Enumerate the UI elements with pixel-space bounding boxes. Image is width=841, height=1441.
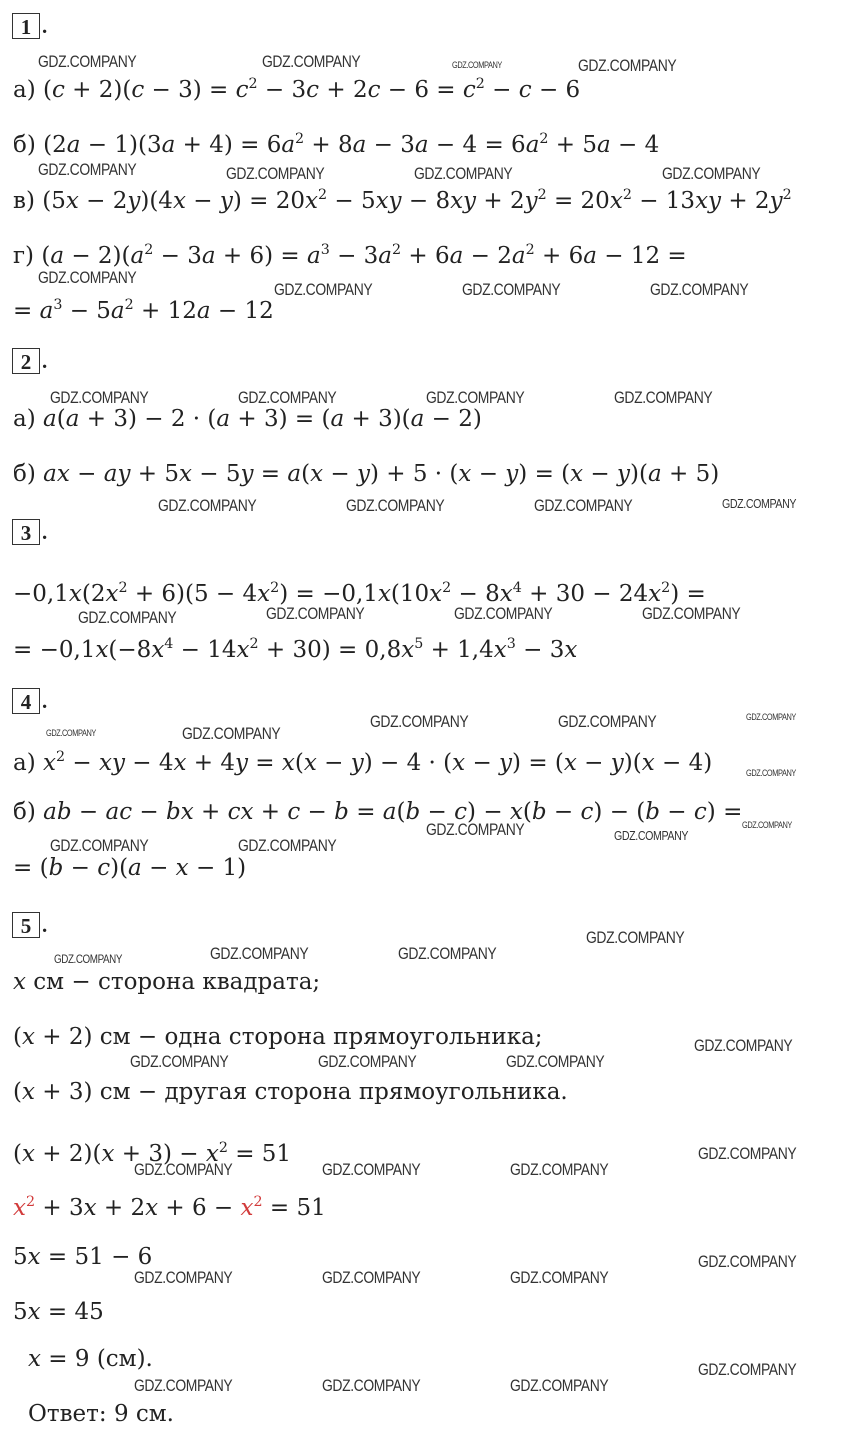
watermark: GDZ.COMPANY	[698, 1252, 797, 1271]
task5-line-3: (x + 3) см − другая сторона прямоугольника.	[13, 1079, 568, 1105]
watermark: GDZ.COMPANY	[650, 280, 749, 299]
task-number-5: 5	[12, 912, 40, 938]
watermark: GDZ.COMPANY	[398, 944, 497, 963]
watermark: GDZ.COMPANY	[558, 712, 657, 731]
watermark: GDZ.COMPANY	[50, 836, 149, 855]
task5-line-8: x = 9 (см).	[28, 1346, 153, 1372]
task2-line-b: б) ax − ay + 5x − 5y = a(x − y) + 5 · (x − y) = (x − y)(a + 5)	[13, 461, 720, 487]
task5-line-6: 5x = 51 − 6	[13, 1244, 153, 1270]
watermark: GDZ.COMPANY	[722, 496, 797, 511]
watermark: GDZ.COMPANY	[454, 604, 553, 623]
watermark: GDZ.COMPANY	[274, 280, 373, 299]
watermark: GDZ.COMPANY	[46, 728, 96, 738]
watermark: GDZ.COMPANY	[534, 496, 633, 515]
watermark: GDZ.COMPANY	[370, 712, 469, 731]
watermark: GDZ.COMPANY	[38, 160, 137, 179]
watermark: GDZ.COMPANY	[54, 952, 123, 966]
watermark: GDZ.COMPANY	[462, 280, 561, 299]
watermark: GDZ.COMPANY	[210, 944, 309, 963]
task4-line-b2: = (b − c)(a − x − 1)	[13, 855, 247, 881]
watermark: GDZ.COMPANY	[134, 1376, 233, 1395]
task-dot: .	[42, 520, 48, 544]
watermark: GDZ.COMPANY	[578, 56, 677, 75]
watermark: GDZ.COMPANY	[134, 1160, 233, 1179]
answer-label: Ответ:	[28, 1401, 107, 1427]
task-dot: .	[42, 14, 48, 38]
task5-line-7: 5x = 45	[13, 1299, 104, 1325]
task5-line-1: x см − сторона квадрата;	[13, 969, 321, 995]
task1-line-g2: = $a^3 - 5a^2 + 12a - 12$	[13, 297, 274, 324]
task2-line-a: а) a(a + 3) − 2 · (a + 3) = (a + 3)(a − 2)	[13, 406, 482, 432]
watermark: GDZ.COMPANY	[586, 928, 685, 947]
watermark: GDZ.COMPANY	[742, 820, 792, 830]
task4-line-b1: б) ab − ac − bx + cx + c − b = a(b − c) − x(b − c) − (b − c) =	[13, 799, 743, 825]
watermark: GDZ.COMPANY	[238, 836, 337, 855]
watermark: GDZ.COMPANY	[130, 1052, 229, 1071]
task3-line-1: $-0,1x(2x^2 + 6)(5 - 4x^2) = -0,1x(10x^2 - 8x^4 + 30 - 24x^2)$ =	[13, 580, 706, 607]
task1-line-g1: г) $(a - 2)(a^2 - 3a + 6) = a^3 - 3a^2 + 6a - 2a^2 + 6a - 12$ =	[13, 242, 687, 269]
watermark: GDZ.COMPANY	[38, 52, 137, 71]
watermark: GDZ.COMPANY	[318, 1052, 417, 1071]
watermark: GDZ.COMPANY	[746, 768, 796, 778]
task1-line-v: в) $(5x - 2y)(4x - y) = 20x^2 - 5xy - 8xy + 2y^2 = 20x^2 - 13xy + 2y^2$	[13, 187, 792, 214]
task-dot: .	[42, 689, 48, 713]
watermark: GDZ.COMPANY	[614, 828, 689, 843]
watermark: GDZ.COMPANY	[322, 1160, 421, 1179]
task5-line-2: (x + 2) см − одна сторона прямоугольника;	[13, 1024, 543, 1050]
watermark: GDZ.COMPANY	[266, 604, 365, 623]
watermark: GDZ.COMPANY	[698, 1144, 797, 1163]
watermark: GDZ.COMPANY	[158, 496, 257, 515]
watermark: GDZ.COMPANY	[614, 388, 713, 407]
watermark: GDZ.COMPANY	[510, 1160, 609, 1179]
task-dot: .	[42, 913, 48, 937]
watermark: GDZ.COMPANY	[694, 1036, 793, 1055]
watermark: GDZ.COMPANY	[238, 388, 337, 407]
watermark: GDZ.COMPANY	[642, 604, 741, 623]
watermark: GDZ.COMPANY	[426, 820, 525, 839]
watermark: GDZ.COMPANY	[38, 268, 137, 287]
task5-answer	[28, 1400, 174, 1428]
watermark: GDZ.COMPANY	[746, 712, 796, 722]
watermark: GDZ.COMPANY	[322, 1376, 421, 1395]
task-number-2: 2	[12, 348, 40, 374]
watermark: GDZ.COMPANY	[346, 496, 445, 515]
watermark: GDZ.COMPANY	[262, 52, 361, 71]
task-number-3: 3	[12, 519, 40, 545]
watermark: GDZ.COMPANY	[426, 388, 525, 407]
task-dot: .	[42, 349, 48, 373]
watermark: GDZ.COMPANY	[134, 1268, 233, 1287]
task1-line-a: а) $(c + 2)(c - 3) = c^2 - 3c + 2c - 6 = c^2 - c - 6$	[13, 76, 581, 103]
watermark: GDZ.COMPANY	[506, 1052, 605, 1071]
watermark: GDZ.COMPANY	[414, 164, 513, 183]
watermark: GDZ.COMPANY	[182, 724, 281, 743]
watermark: GDZ.COMPANY	[452, 60, 502, 70]
task-number-4: 4	[12, 688, 40, 714]
task4-line-a: а) $x^2$ − xy − 4x + 4y = x(x − y) − 4 · (x − y) = (x − y)(x − 4)	[13, 749, 713, 776]
watermark: GDZ.COMPANY	[510, 1376, 609, 1395]
task1-line-b: б) $(2a - 1)(3a + 4) = 6a^2 + 8a - 3a - 4 = 6a^2 + 5a - 4$	[13, 131, 660, 158]
watermark: GDZ.COMPANY	[50, 388, 149, 407]
watermark: GDZ.COMPANY	[322, 1268, 421, 1287]
task-number-1: 1	[12, 13, 40, 39]
task5-line-4: $(x + 2)(x + 3) - x^2 = 51$	[13, 1140, 292, 1167]
task3-line-2: = $-0,1x(-8x^4 - 14x^2 + 30) = 0,8x^5 + 1,4x^3 - 3x$	[13, 636, 578, 663]
watermark: GDZ.COMPANY	[662, 164, 761, 183]
watermark: GDZ.COMPANY	[510, 1268, 609, 1287]
watermark: GDZ.COMPANY	[78, 608, 177, 627]
task5-line-5: $x^2 + 3x + 2x + 6 - x^2 = 51$	[13, 1194, 326, 1221]
watermark: GDZ.COMPANY	[226, 164, 325, 183]
watermark: GDZ.COMPANY	[698, 1360, 797, 1379]
answer-value: 9 см.	[113, 1401, 174, 1427]
